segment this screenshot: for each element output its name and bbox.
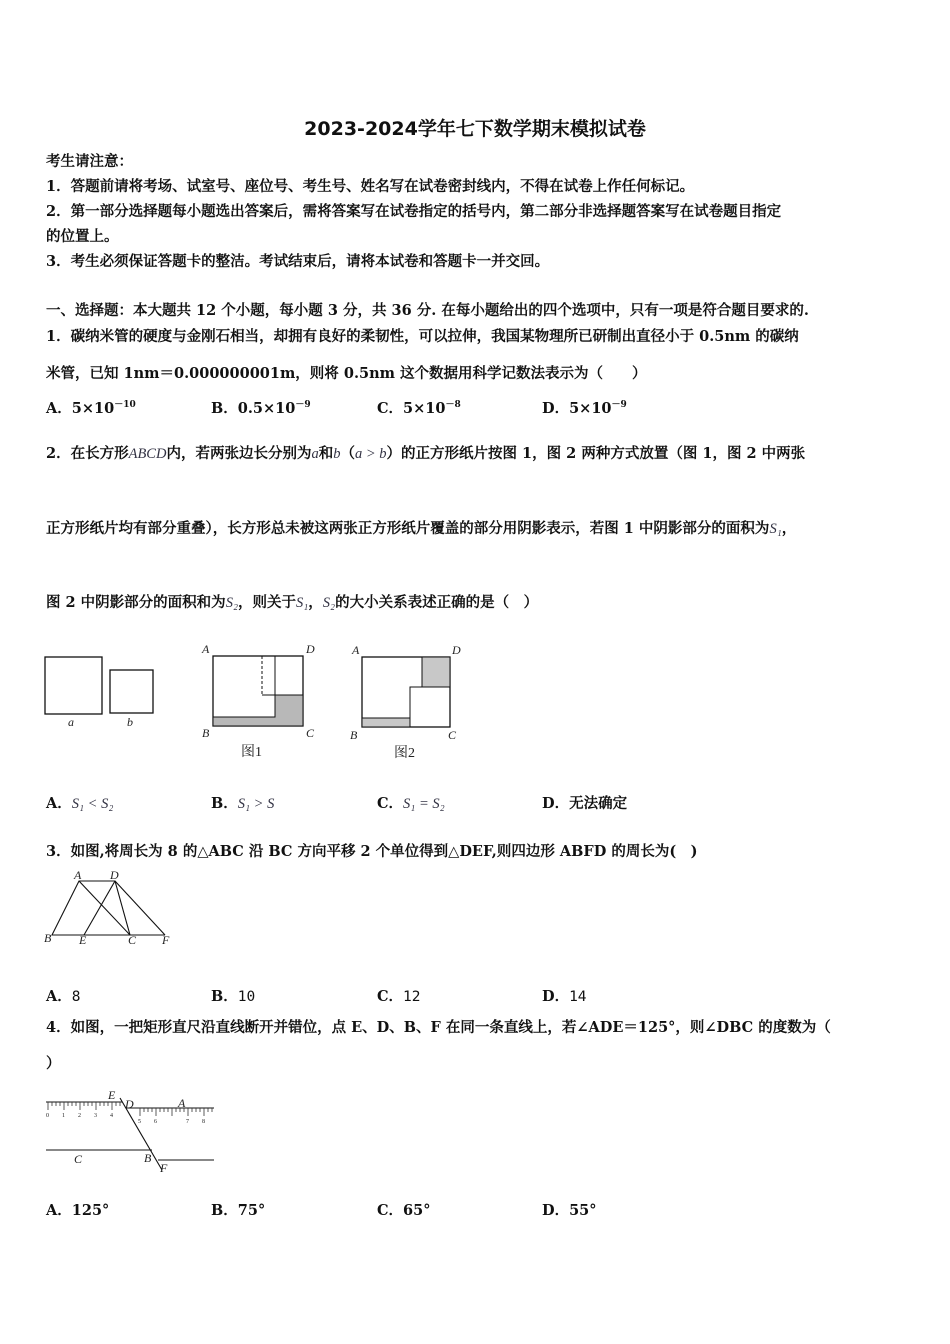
figure-1 <box>201 642 315 760</box>
q4-B: B <box>144 1151 152 1165</box>
q3-figure <box>40 870 190 950</box>
square-b <box>110 670 153 713</box>
fig1-B: B <box>202 726 210 740</box>
fig1-C: C <box>306 726 315 740</box>
q4-A: A <box>178 1096 186 1110</box>
q1-option-d[interactable]: D．$5\times 10^{-9}$ <box>542 400 627 417</box>
q3-A: A <box>74 868 82 882</box>
label-a: a <box>68 715 74 729</box>
q2-line-1: 2．在长方形ABCD内，若两张边长分别为a和b（a > b）的正方形纸片按图 1，图 2 两种方式放置（图 1，图 2 中两张 <box>46 445 806 462</box>
fig1-caption: 图1 <box>241 745 262 760</box>
q4-line-1: 4．如图，一把矩形直尺沿直线断开并错位，点 E、D、B、F 在同一条直线上，若∠ADE＝125°，则∠DBC 的度数为（ <box>46 1019 831 1036</box>
q2-figure <box>40 640 480 770</box>
q4-option-c[interactable]: C．65° <box>377 1202 431 1219</box>
svg-text:2: 2 <box>78 1113 81 1119</box>
fig2-C: C <box>448 728 457 742</box>
q3-B: B <box>44 931 52 945</box>
q4-F: F <box>160 1161 168 1175</box>
fig2-B: B <box>350 728 358 742</box>
fig2-D: D <box>452 643 461 657</box>
notice-item-2-cont: 的位置上。 <box>46 228 119 245</box>
svg-text:4: 4 <box>110 1113 113 1119</box>
svg-text:5: 5 <box>138 1119 141 1125</box>
q2-option-c[interactable]: C．S₁ = S₂ <box>377 795 445 812</box>
q4-figure <box>40 1088 230 1178</box>
q2-option-d[interactable]: D．无法确定 <box>542 795 628 812</box>
q3-F: F <box>162 933 170 947</box>
q1-option-c[interactable]: C．$5\times 10^{-8}$ <box>377 400 461 417</box>
q3-option-a[interactable]: A．8 <box>46 988 81 1005</box>
page-title: 2023-2024学年七下数学期末模拟试卷 <box>304 118 646 140</box>
q2-option-a[interactable]: A．S₁ < S₂ <box>46 795 114 812</box>
square-a <box>45 657 102 714</box>
q1-line-1: 1．碳纳米管的硬度与金刚石相当，却拥有良好的柔韧性，可以拉伸，我国某物理所已研制出直径小于 0.5nm 的碳纳 <box>46 328 799 345</box>
figure-2 <box>350 643 461 761</box>
svg-text:1: 1 <box>62 1113 65 1119</box>
svg-text:3: 3 <box>94 1113 97 1119</box>
q3-option-c[interactable]: C．12 <box>377 988 421 1005</box>
notice-item-1: 1．答题前请将考场、试室号、座位号、考生号、姓名写在试卷密封线内，不得在试卷上作任何标记。 <box>46 178 695 195</box>
q1-line-2: 米管，已知 1nm＝0.000000001m，则将 0.5nm 这个数据用科学记数法表示为（ ） <box>46 365 647 382</box>
q4-option-d[interactable]: D．55° <box>542 1202 597 1219</box>
fig1-A: A <box>202 642 210 656</box>
svg-text:0: 0 <box>46 1113 49 1119</box>
ruler-numbers <box>46 1113 205 1125</box>
q2-option-b[interactable]: B．S₁ > S <box>211 795 275 812</box>
section-heading: 一、选择题：本大题共 12 个小题，每小题 3 分，共 36 分. 在每小题给出的四个选项中，只有一项是符合题目要求的. <box>46 302 809 319</box>
q4-E: E <box>108 1088 116 1102</box>
q4-D: D <box>125 1097 134 1111</box>
fig2-caption: 图2 <box>394 746 415 761</box>
svg-text:8: 8 <box>202 1119 205 1125</box>
q2-line-2: 正方形纸片均有部分重叠），长方形总未被这两张正方形纸片覆盖的部分用阴影表示，若图 1 中阴影部分的面积为S₁， <box>46 520 797 537</box>
q4-option-a[interactable]: A．125° <box>46 1202 110 1219</box>
q3-D: D <box>110 868 119 882</box>
q3-option-b[interactable]: B．10 <box>211 988 256 1005</box>
svg-text:7: 7 <box>186 1119 189 1125</box>
q4-line-2: ） <box>46 1055 61 1072</box>
label-b: b <box>127 715 133 729</box>
q3-C: C <box>128 933 137 947</box>
svg-text:6: 6 <box>154 1119 157 1125</box>
q3-option-d[interactable]: D．14 <box>542 988 587 1005</box>
q1-option-b[interactable]: B．$0.5\times 10^{-9}$ <box>211 400 311 417</box>
q4-C: C <box>74 1152 83 1166</box>
notice-item-3: 3．考生必须保证答题卡的整洁。考试结束后，请将本试卷和答题卡一并交回。 <box>46 253 550 270</box>
fig2-A: A <box>352 643 360 657</box>
q3-text: 3．如图,将周长为 8 的△ABC 沿 BC 方向平移 2 个单位得到△DEF,则四边形 ABFD 的周长为( ) <box>46 843 698 860</box>
q4-option-b[interactable]: B．75° <box>211 1202 266 1219</box>
q1-option-a[interactable]: A．$5\times 10^{-10}$ <box>46 400 136 417</box>
notice-heading: 考生请注意： <box>46 153 133 170</box>
fig1-D: D <box>306 642 315 656</box>
q2-line-3: 图 2 中阴影部分的面积和为S₂，则关于S₁，S₂的大小关系表述正确的是（ ） <box>46 594 539 611</box>
q3-E: E <box>79 933 87 947</box>
notice-item-2: 2．第一部分选择题每小题选出答案后，需将答案写在试卷指定的括号内，第二部分非选择题答案写在试卷题目指定 <box>46 203 782 220</box>
